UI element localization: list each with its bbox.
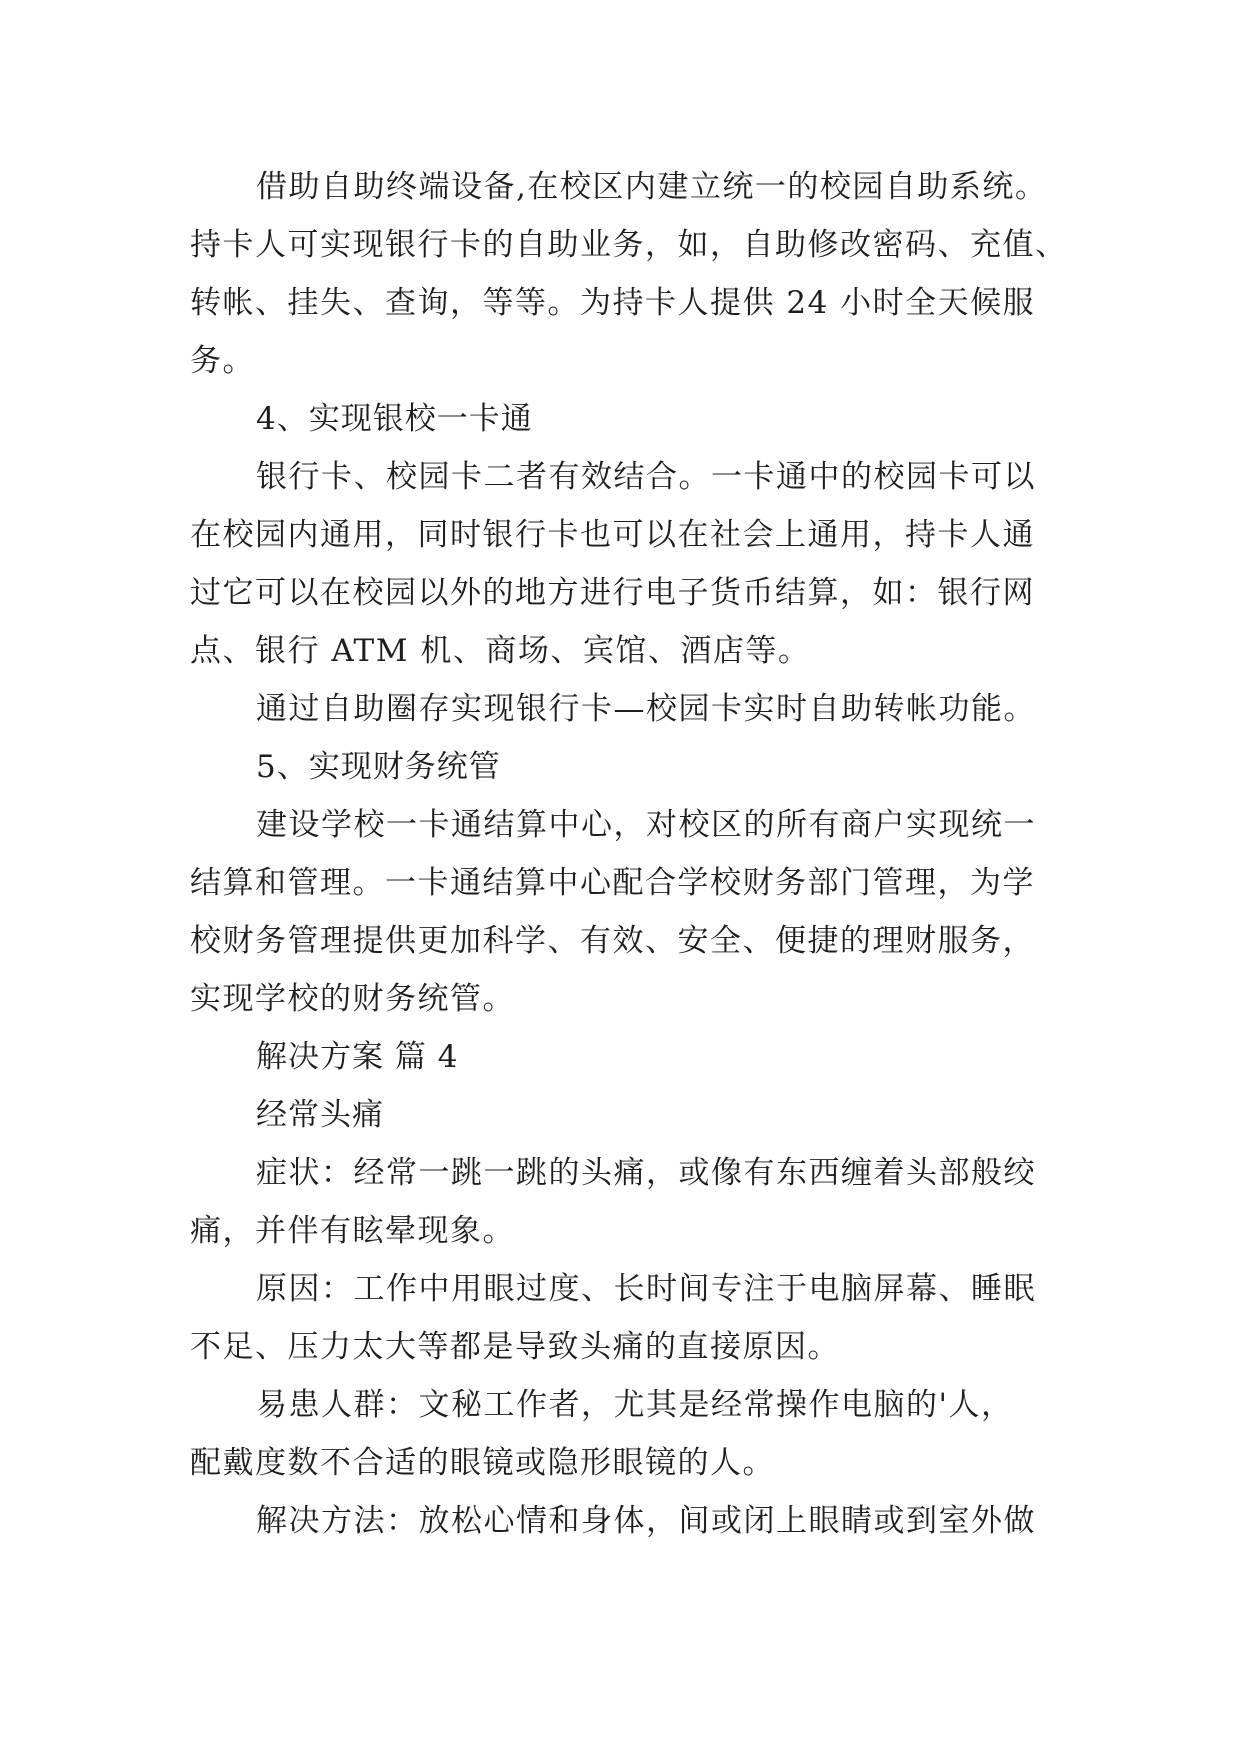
paragraph-line: 不足、压力太大等都是导致头痛的直接原因。 [190,1329,840,1365]
document-body [190,158,1090,1550]
paragraph-line: 通过自助圈存实现银行卡—校园卡实时自助转帐功能。 [256,691,1036,727]
paragraph-line: 解决方法：放松心情和身体，间或闭上眼睛或到室外做 [256,1503,1036,1539]
paragraph-line: 校财务管理提供更加科学、有效、安全、便捷的理财服务， [190,923,1035,959]
paragraph-line: 点、银行 ATM 机、商场、宾馆、酒店等。 [190,633,811,669]
paragraph-line: 易患人群：文秘工作者，尤其是经常操作电脑的'人， [256,1387,1014,1423]
section-heading: 经常头痛 [256,1097,384,1133]
paragraph-line: 在校园内通用，同时银行卡也可以在社会上通用，持卡人通 [190,517,1035,553]
paragraph-line: 建设学校一卡通结算中心，对校区的所有商户实现统一 [256,807,1036,843]
paragraph-line: 配戴度数不合适的眼镜或隐形眼镜的人。 [190,1445,775,1481]
paragraph-line: 转帐、挂失、查询，等等。为持卡人提供 24 小时全天候服 [190,285,1036,321]
paragraph-line: 借助自助终端设备,在校区内建立统一的校园自助系统。 [256,169,1048,205]
paragraph-line: 务。 [190,343,255,379]
paragraph-line: 结算和管理。一卡通结算中心配合学校财务部门管理，为学 [190,865,1035,901]
paragraph-line: 症状：经常一跳一跳的头痛，或像有东西缠着头部般绞 [256,1155,1036,1191]
paragraph-line: 痛，并伴有眩晕现象。 [190,1213,515,1249]
paragraph-line: 过它可以在校园以外的地方进行电子货币结算，如：银行网 [190,575,1035,611]
section-heading: 4、实现银校一卡通 [256,401,533,437]
paragraph-line: 实现学校的财务统管。 [190,981,515,1017]
paragraph-line: 原因：工作中用眼过度、长时间专注于电脑屏幕、睡眠 [256,1271,1036,1307]
paragraph-line: 持卡人可实现银行卡的自助业务，如，自助修改密码、充值、 [190,227,1068,263]
paragraph-line: 银行卡、校园卡二者有效结合。一卡通中的校园卡可以 [256,459,1036,495]
section-heading: 解决方案 篇 4 [256,1039,459,1075]
section-heading: 5、实现财务统管 [256,749,501,785]
